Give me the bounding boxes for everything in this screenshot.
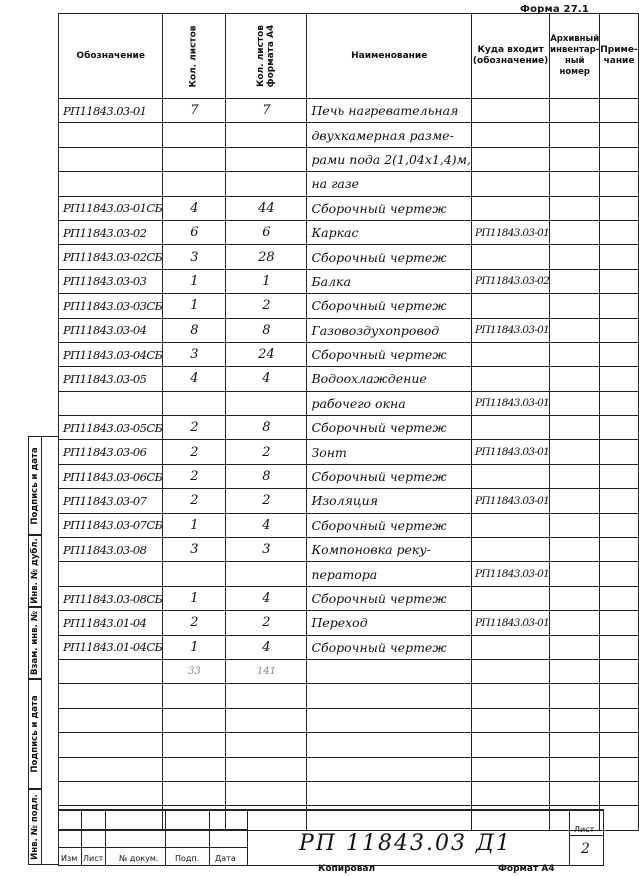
cell-format-a4: 2 [226,294,307,318]
cell-name: Сборочный чертеж [307,245,472,269]
cell-name: Сборочный чертеж [307,464,472,488]
side-orig-inv: Инв. № подл. [28,788,42,865]
cell-note [600,123,638,147]
cell-where-used [472,513,550,537]
cell-format-a4 [226,562,307,586]
table-row [59,391,639,415]
cell-sheets: 2 [163,464,226,488]
cell-where-used [472,586,550,610]
cell-archive [550,659,600,683]
specification-table [58,13,639,831]
cell-sheets [163,733,226,757]
cell-name: Переход [307,611,472,635]
cell-name: Водоохлаждение [307,367,472,391]
cell-designation [59,391,163,415]
cell-where-used [472,123,550,147]
cell-archive [550,635,600,659]
table-row [59,781,639,805]
col-archive: Архивный инвентар-ный номер [550,14,600,99]
cell-sheets: 1 [163,586,226,610]
table-row [59,416,639,440]
cell-where-used: РП11843.03-02 [472,269,550,293]
cell-where-used [472,757,550,781]
cell-format-a4 [226,391,307,415]
cell-where-used [472,172,550,196]
cell-where-used [472,781,550,805]
cell-name: Печь нагревательная [307,99,472,123]
cell-sheets: 2 [163,489,226,513]
cell-format-a4: 141 [226,659,307,683]
cell-archive [550,684,600,708]
cell-designation: РП11843.03-06 [59,440,163,464]
cell-note [600,586,638,610]
cell-where-used [472,733,550,757]
cell-designation: РП11843.03-04СБ [59,342,163,366]
cell-designation: РП11843.03-06СБ [59,464,163,488]
cell-name: ператора [307,562,472,586]
table-row [59,733,639,757]
cell-sheets: 3 [163,245,226,269]
col-format-a4: Кол. листов формата А4 [226,14,307,99]
cell-archive [550,562,600,586]
table-row [59,318,639,342]
cell-note [600,806,638,830]
cell-sheets [163,684,226,708]
cell-note [600,538,638,562]
table-row [59,245,639,269]
cell-format-a4: 44 [226,196,307,220]
cell-format-a4: 4 [226,635,307,659]
cell-archive [550,586,600,610]
table-row [59,269,639,293]
cell-sheets: 2 [163,416,226,440]
cell-note [600,172,638,196]
table-row [59,757,639,781]
table-row [59,562,639,586]
cell-name: Компоновка реку- [307,538,472,562]
cell-where-used: РП11843.03-01 [472,318,550,342]
cell-archive [550,196,600,220]
table-row [59,196,639,220]
cell-name: на газе [307,172,472,196]
stamp-date: Дата [215,854,236,863]
table-row [59,294,639,318]
cell-sheets [163,391,226,415]
cell-where-used: РП11843.03-01 [472,220,550,244]
cell-designation [59,708,163,732]
cell-designation [59,781,163,805]
cell-where-used: РП11843.03-01 [472,611,550,635]
table-row [59,659,639,683]
cell-note [600,391,638,415]
cell-format-a4 [226,757,307,781]
cell-format-a4: 6 [226,220,307,244]
cell-where-used [472,294,550,318]
cell-name [307,781,472,805]
cell-archive [550,342,600,366]
cell-sheets [163,172,226,196]
cell-where-used: РП11843.03-01 [472,489,550,513]
cell-where-used [472,147,550,171]
cell-archive [550,538,600,562]
cell-sheets [163,781,226,805]
cell-where-used: РП11843.03-01 [472,562,550,586]
cell-note [600,245,638,269]
table-header-row [59,14,639,99]
cell-note [600,416,638,440]
cell-format-a4: 8 [226,416,307,440]
cell-where-used [472,196,550,220]
cell-note [600,708,638,732]
cell-archive [550,391,600,415]
cell-name: двухкамерная разме- [307,123,472,147]
stamp-doc-no: № докум. [119,854,159,863]
cell-name: Сборочный чертеж [307,586,472,610]
cell-where-used [472,245,550,269]
cell-name: Каркас [307,220,472,244]
cell-format-a4: 3 [226,538,307,562]
cell-name: Сборочный чертеж [307,294,472,318]
cell-format-a4: 1 [226,269,307,293]
title-block [58,809,604,866]
cell-archive [550,440,600,464]
cell-name [307,684,472,708]
cell-name: рабочего окна [307,391,472,415]
cell-format-a4 [226,684,307,708]
cell-where-used [472,635,550,659]
cell-name [307,708,472,732]
footer-copied: Копировал [318,864,376,874]
cell-designation [59,123,163,147]
table-row [59,99,639,123]
cell-archive [550,245,600,269]
cell-where-used [472,538,550,562]
col-name: Наименование [307,14,472,99]
cell-where-used [472,342,550,366]
table-row [59,635,639,659]
cell-format-a4: 2 [226,440,307,464]
table-row [59,440,639,464]
cell-note [600,147,638,171]
side-signature-date-2: Подпись и дата [28,678,42,790]
side-replace-inv: Взам. инв. № [28,606,42,680]
cell-format-a4: 28 [226,245,307,269]
cell-note [600,781,638,805]
cell-designation: РП11843.03-02 [59,220,163,244]
cell-sheets: 1 [163,635,226,659]
cell-sheets: 1 [163,269,226,293]
cell-designation: РП11843.03-07 [59,489,163,513]
cell-name: Сборочный чертеж [307,196,472,220]
cell-designation: РП11843.03-07СБ [59,513,163,537]
cell-sheets: 4 [163,196,226,220]
cell-designation [59,659,163,683]
cell-format-a4: 24 [226,342,307,366]
cell-note [600,99,638,123]
cell-note [600,757,638,781]
side-signature-date-1: Подпись и дата [28,436,42,536]
cell-archive [550,733,600,757]
cell-designation: РП11843.03-08СБ [59,586,163,610]
table-row [59,538,639,562]
cell-archive [550,99,600,123]
col-where-used: Куда входит (обозначение) [472,14,550,99]
cell-designation: РП11843.03-02СБ [59,245,163,269]
cell-where-used [472,684,550,708]
cell-note [600,318,638,342]
cell-where-used [472,367,550,391]
cell-format-a4: 2 [226,489,307,513]
table-row [59,172,639,196]
cell-designation: РП11843.03-01 [59,99,163,123]
cell-note [600,220,638,244]
cell-note [600,611,638,635]
cell-sheets: 2 [163,440,226,464]
cell-sheets: 2 [163,611,226,635]
cell-note [600,513,638,537]
cell-sheets: 6 [163,220,226,244]
cell-sheets: 1 [163,513,226,537]
cell-designation: РП11843.03-03 [59,269,163,293]
cell-name: Зонт [307,440,472,464]
cell-designation [59,562,163,586]
cell-where-used [472,416,550,440]
cell-archive [550,269,600,293]
cell-where-used: РП11843.03-01 [472,391,550,415]
cell-format-a4 [226,123,307,147]
table-row [59,220,639,244]
cell-sheets [163,562,226,586]
cell-name [307,733,472,757]
cell-name [307,757,472,781]
table-row [59,367,639,391]
cell-sheets: 33 [163,659,226,683]
cell-note [600,440,638,464]
cell-format-a4: 7 [226,99,307,123]
cell-sheets [163,757,226,781]
cell-name [307,659,472,683]
cell-note [600,562,638,586]
cell-name: Сборочный чертеж [307,513,472,537]
table-row [59,123,639,147]
cell-format-a4: 4 [226,367,307,391]
side-value-column [41,436,59,865]
cell-designation [59,733,163,757]
cell-format-a4 [226,147,307,171]
cell-archive [550,294,600,318]
cell-archive [550,489,600,513]
stamp-sheet-value: 2 [581,841,590,857]
cell-name: Газовоздухопровод [307,318,472,342]
cell-designation: РП11843.03-03СБ [59,294,163,318]
cell-archive [550,318,600,342]
cell-note [600,464,638,488]
cell-designation: РП11843.03-01СБ [59,196,163,220]
cell-format-a4: 8 [226,464,307,488]
cell-archive [550,781,600,805]
col-sheets: Кол. листов [163,14,226,99]
cell-archive [550,708,600,732]
cell-note [600,684,638,708]
cell-sheets: 4 [163,367,226,391]
cell-sheets: 3 [163,342,226,366]
footer-format: Формат А4 [498,864,555,874]
cell-sheets: 8 [163,318,226,342]
cell-note [600,294,638,318]
cell-note [600,269,638,293]
cell-note [600,659,638,683]
table-row [59,342,639,366]
cell-format-a4 [226,708,307,732]
table-row [59,708,639,732]
cell-name: Сборочный чертеж [307,342,472,366]
cell-sheets: 7 [163,99,226,123]
cell-format-a4: 8 [226,318,307,342]
cell-sheets: 1 [163,294,226,318]
cell-where-used: РП11843.03-01 [472,440,550,464]
cell-note [600,342,638,366]
document-code: РП 11843.03 Д1 [299,831,512,856]
table-row [59,513,639,537]
cell-designation [59,757,163,781]
stamp-sheet-label: Лист [574,825,595,834]
cell-designation [59,172,163,196]
cell-archive [550,172,600,196]
cell-designation: РП11843.03-08 [59,538,163,562]
cell-archive [550,513,600,537]
cell-designation [59,684,163,708]
cell-archive [550,464,600,488]
cell-designation [59,147,163,171]
cell-designation: РП11843.01-04СБ [59,635,163,659]
cell-name: рами пода 2(1,04х1,4)м, [307,147,472,171]
cell-sheets [163,708,226,732]
stamp-change: Изм [61,854,78,863]
cell-name: Балка [307,269,472,293]
stamp-signature: Подп. [175,854,200,863]
cell-name: Сборочный чертеж [307,635,472,659]
table-row [59,611,639,635]
cell-designation: РП11843.03-05 [59,367,163,391]
cell-name: Изоляция [307,489,472,513]
cell-format-a4 [226,733,307,757]
col-note: Приме-чание [600,14,638,99]
cell-note [600,635,638,659]
cell-archive [550,367,600,391]
table-row [59,684,639,708]
cell-where-used [472,659,550,683]
cell-format-a4 [226,781,307,805]
cell-designation: РП11843.03-05СБ [59,416,163,440]
cell-sheets [163,123,226,147]
cell-format-a4: 2 [226,611,307,635]
cell-designation: РП11843.03-04 [59,318,163,342]
col-designation: Обозначение [59,14,163,99]
cell-archive [550,147,600,171]
cell-format-a4: 4 [226,586,307,610]
cell-where-used [472,708,550,732]
cell-format-a4 [226,172,307,196]
cell-where-used [472,99,550,123]
cell-archive [550,611,600,635]
cell-archive [550,123,600,147]
cell-note [600,733,638,757]
cell-archive [550,220,600,244]
cell-sheets: 3 [163,538,226,562]
cell-format-a4: 4 [226,513,307,537]
table-row [59,586,639,610]
cell-sheets [163,147,226,171]
table-row [59,147,639,171]
cell-archive [550,416,600,440]
table-row [59,464,639,488]
cell-archive [550,757,600,781]
cell-name: Сборочный чертеж [307,416,472,440]
cell-note [600,489,638,513]
cell-designation: РП11843.01-04 [59,611,163,635]
stamp-sheet: Лист [83,854,104,863]
side-dup-inv: Инв. № дубл. [28,534,42,608]
form-number: Форма 27.1 [520,4,590,15]
table-row [59,489,639,513]
cell-where-used [472,464,550,488]
cell-note [600,367,638,391]
cell-note [600,196,638,220]
